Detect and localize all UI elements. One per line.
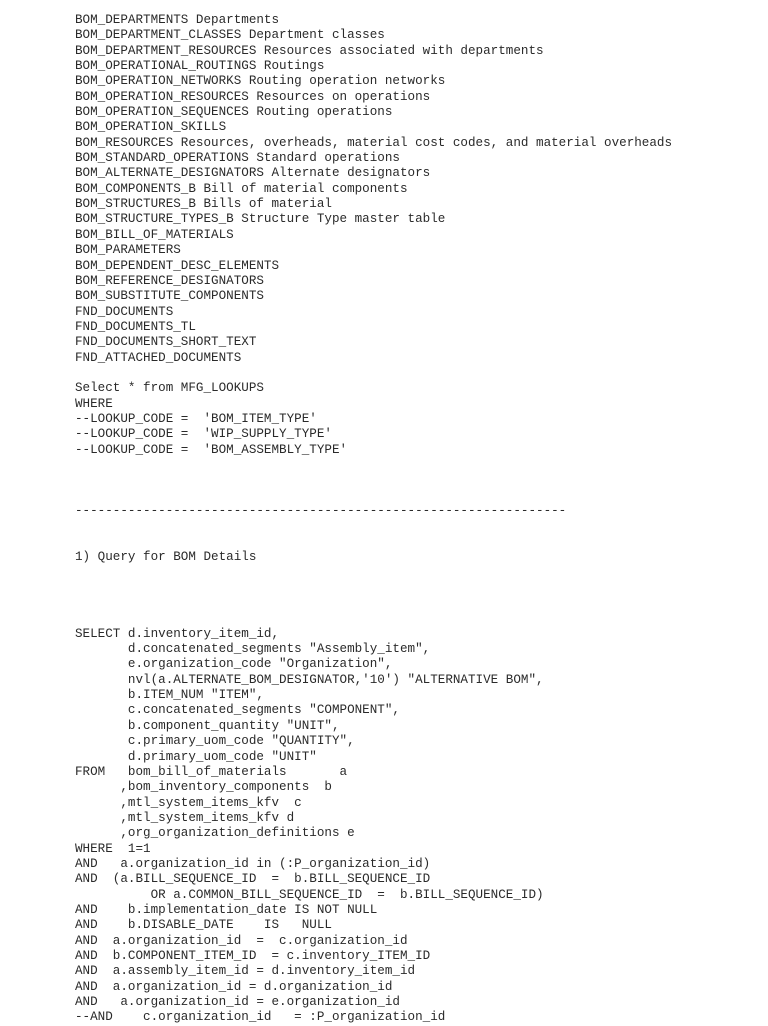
code-line: SELECT d.inventory_item_id,	[75, 626, 280, 641]
code-line: BOM_DEPARTMENT_CLASSES Department classes	[75, 28, 385, 43]
blank-line	[75, 366, 755, 381]
code-line: AND (a.BILL_SEQUENCE_ID = b.BILL_SEQUENCE_ID	[75, 872, 431, 887]
code-line: ,org_organization_definitions e	[75, 826, 355, 841]
code-line: d.concatenated_segments "Assembly_item",	[75, 642, 431, 657]
code-line: BOM_BILL_OF_MATERIALS	[75, 227, 234, 242]
section-title: 1) Query for BOM Details	[75, 550, 257, 565]
code-line: BOM_ALTERNATE_DESIGNATORS Alternate designators	[75, 166, 431, 181]
code-line: FND_DOCUMENTS_SHORT_TEXT	[75, 335, 257, 350]
code-line: AND b.COMPONENT_ITEM_ID = c.inventory_ITEM_ID	[75, 948, 431, 963]
code-line: AND a.organization_id = c.organization_id	[75, 933, 408, 948]
code-line: AND a.organization_id = e.organization_id	[75, 995, 400, 1009]
code-line: AND a.organization_id in (:P_organization_id)	[75, 856, 431, 871]
code-line: --AND c.organization_id = :P_organization_id	[75, 1010, 446, 1025]
code-line: d.primary_uom_code "UNIT"	[75, 749, 317, 764]
code-line: WHERE 1=1	[75, 841, 151, 856]
code-line: BOM_OPERATION_SEQUENCES Routing operations	[75, 105, 393, 120]
code-line: AND b.DISABLE_DATE IS NULL	[75, 918, 332, 933]
code-line: BOM_SUBSTITUTE_COMPONENTS	[75, 289, 264, 304]
code-line: BOM_COMPONENTS_B Bill of material components	[75, 181, 408, 196]
code-line: BOM_RESOURCES Resources, overheads, material cost codes, and material overheads	[75, 135, 673, 150]
code-line: BOM_PARAMETERS	[75, 243, 181, 258]
code-line: --LOOKUP_CODE = 'WIP_SUPPLY_TYPE'	[75, 427, 332, 442]
code-line: b.component_quantity "UNIT",	[75, 718, 340, 733]
code-line: BOM_OPERATION_SKILLS	[75, 120, 227, 135]
code-line: BOM_STRUCTURES_B Bills of material	[75, 197, 332, 212]
code-line: BOM_DEPARTMENT_RESOURCES Resources associated with departments	[75, 43, 544, 58]
separator-block	[75, 473, 755, 596]
code-line: WHERE	[75, 396, 113, 411]
code-line: FND_ATTACHED_DOCUMENTS	[75, 350, 242, 365]
code-line: e.organization_code "Organization",	[75, 657, 393, 672]
code-line: nvl(a.ALTERNATE_BOM_DESIGNATOR,'10') "ALTERNATIVE BOM",	[75, 672, 544, 687]
code-line: ,mtl_system_items_kfv d	[75, 810, 295, 825]
code-line: c.concatenated_segments "COMPONENT",	[75, 703, 400, 718]
code-line: BOM_STRUCTURE_TYPES_B Structure Type master table	[75, 212, 446, 227]
lookup-query	[75, 381, 755, 458]
code-line: b.ITEM_NUM "ITEM",	[75, 688, 264, 703]
code-line: OR a.COMMON_BILL_SEQUENCE_ID = b.BILL_SEQUENCE_ID)	[75, 887, 544, 902]
code-line: AND b.implementation_date IS NOT NULL	[75, 902, 378, 917]
separator-line: -----------------------------------------------------------------	[75, 504, 567, 518]
code-line: ,mtl_system_items_kfv c	[75, 795, 302, 810]
code-line: BOM_DEPARTMENTS Departments	[75, 13, 280, 27]
code-line: FND_DOCUMENTS	[75, 304, 174, 319]
code-line: BOM_STANDARD_OPERATIONS Standard operations	[75, 151, 400, 166]
code-line: BOM_OPERATION_RESOURCES Resources on operations	[75, 89, 431, 104]
code-line: BOM_DEPENDENT_DESC_ELEMENTS	[75, 258, 280, 273]
code-line: FND_DOCUMENTS_TL	[75, 319, 196, 334]
code-line: --LOOKUP_CODE = 'BOM_ASSEMBLY_TYPE'	[75, 442, 348, 457]
code-line: BOM_OPERATIONAL_ROUTINGS Routings	[75, 59, 325, 74]
document-page	[75, 13, 755, 1026]
blank-line	[75, 596, 755, 611]
code-line: --LOOKUP_CODE = 'BOM_ITEM_TYPE'	[75, 411, 317, 426]
code-line: BOM_OPERATION_NETWORKS Routing operation networks	[75, 74, 446, 89]
code-line: AND a.organization_id = d.organization_id	[75, 979, 393, 994]
code-line: Select * from MFG_LOOKUPS	[75, 381, 264, 396]
bom-query	[75, 627, 755, 1026]
blank-line	[75, 611, 755, 626]
code-line: FROM bom_bill_of_materials a	[75, 764, 348, 779]
code-line: BOM_REFERENCE_DESIGNATORS	[75, 273, 264, 288]
blank-line	[75, 458, 755, 473]
code-line: AND a.assembly_item_id = d.inventory_item_id	[75, 964, 416, 979]
code-line: ,bom_inventory_components b	[75, 780, 332, 795]
code-line: c.primary_uom_code "QUANTITY",	[75, 734, 355, 749]
table-list	[75, 13, 755, 366]
